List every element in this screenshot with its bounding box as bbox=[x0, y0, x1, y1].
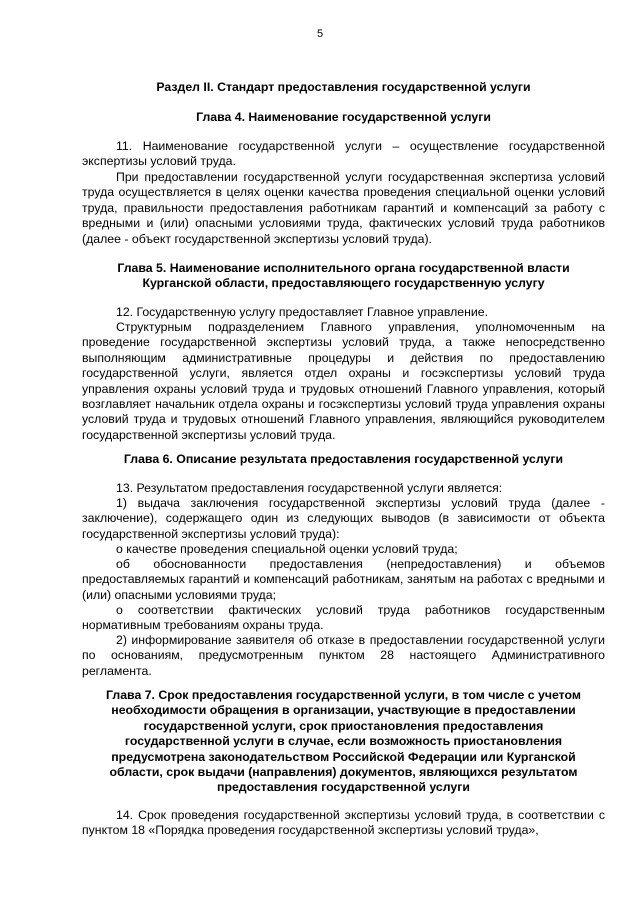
chapter-5-title bbox=[82, 261, 605, 292]
chapter-6-paragraph-6: 2) информирование заявителя об отказе в предоставлении государственной услуги по основаниям, предусмотренным пунктом 28 настоящего Административного регламента. bbox=[82, 633, 605, 678]
chapter-7-title-line-4: государственной услуги в случае, если возможность приостановления bbox=[124, 734, 563, 749]
chapter-5-title-line-1: Глава 5. Наименование исполнительного органа государственной власти bbox=[117, 261, 570, 275]
chapter-4-title: Глава 4. Наименование государственной услуги bbox=[196, 110, 491, 124]
chapter-5-paragraph-2: Структурным подразделением Главного управления, уполномоченным на проведение государственной экспертизы условий труда, а также непосредственно выполняющим административные процедуры и действия по предоставлению государственной услуги, является отдел охраны и госэкспертизы условий труда управления охраны условий труда и трудовых отношений Главного управления, который возглавляет начальник отдела охраны и госэкспертизы условий труда управления охраны условий труда и трудовых отношений Главного управления, являющийся руководителем государственной экспертизы условий труда. bbox=[82, 320, 605, 442]
chapter-7-paragraph-1: 14. Срок проведения государственной экспертизы условий труда, в соответствии с пунктом 18 «Порядка проведения государственной экспертизы условий труда», bbox=[82, 808, 605, 838]
chapter-4-paragraph-1: 11. Наименование государственной услуги – осуществление государственной экспертизы условий труда. bbox=[82, 139, 605, 169]
chapter-7-title-line-3: государственной услуги, срок приостановления предоставления bbox=[143, 718, 544, 733]
chapter-6-paragraph-5: о соответствии фактических условий труда работников государственным нормативным требованиям охраны труда. bbox=[82, 603, 605, 633]
chapter-6-paragraph-2: 1) выдача заключения государственной экспертизы условий труда (далее - заключение), содержащего один из следующих выводов (в зависимости от объекта государственной экспертизы условий труда): bbox=[82, 496, 605, 541]
chapter-7-title-line-7: предоставления государственной услуги bbox=[217, 780, 470, 795]
chapter-7-title-line-2: необходимости обращения в организации, участвующие в предоставлении bbox=[111, 703, 576, 718]
chapter-5-title-line-2: Курганской области, предоставляющего государственную услугу bbox=[142, 276, 545, 291]
chapter-7-title-line-1: Глава 7. Срок предоставления государственной услуги, в том числе с учетом bbox=[106, 688, 581, 702]
chapter-6-paragraph-3: о качестве проведения специальной оценки условий труда; bbox=[116, 542, 458, 556]
chapter-5-paragraph-1: 12. Государственную услугу предоставляет Главное управление. bbox=[116, 305, 489, 319]
chapter-7-title bbox=[82, 688, 605, 796]
chapter-7-title-line-6: области, срок выдачи (направления) документов, являющихся результатом bbox=[109, 765, 578, 780]
section-title: Раздел II. Стандарт предоставления государственной услуги bbox=[156, 80, 531, 94]
chapter-6-paragraph-4: об обоснованности предоставления (непредоставления) и объемов предоставляемых гарантий и компенсаций работникам, занятым на работах с вредными и (или) опасными условиями труда; bbox=[82, 557, 605, 602]
chapter-7-title-line-5: предусмотрена законодательством Российской Федерации или Курганской bbox=[111, 749, 576, 764]
chapter-4-paragraph-2: При предоставлении государственной услуги государственная экспертиза условий труда осуществляется в целях оценки качества проведения специальной оценки условий труда, правильности предоставления работникам гарантий и компенсаций за работу с вредными и (или) опасными условиями труда, фактических условий труда работников (далее - объект государственной экспертизы условий труда). bbox=[82, 170, 605, 246]
chapter-6-paragraph-1: 13. Результатом предоставления государственной услуги является: bbox=[116, 481, 503, 495]
chapter-6-title: Глава 6. Описание результата предоставления государственной услуги bbox=[123, 452, 564, 466]
page-number: 5 bbox=[316, 28, 324, 40]
